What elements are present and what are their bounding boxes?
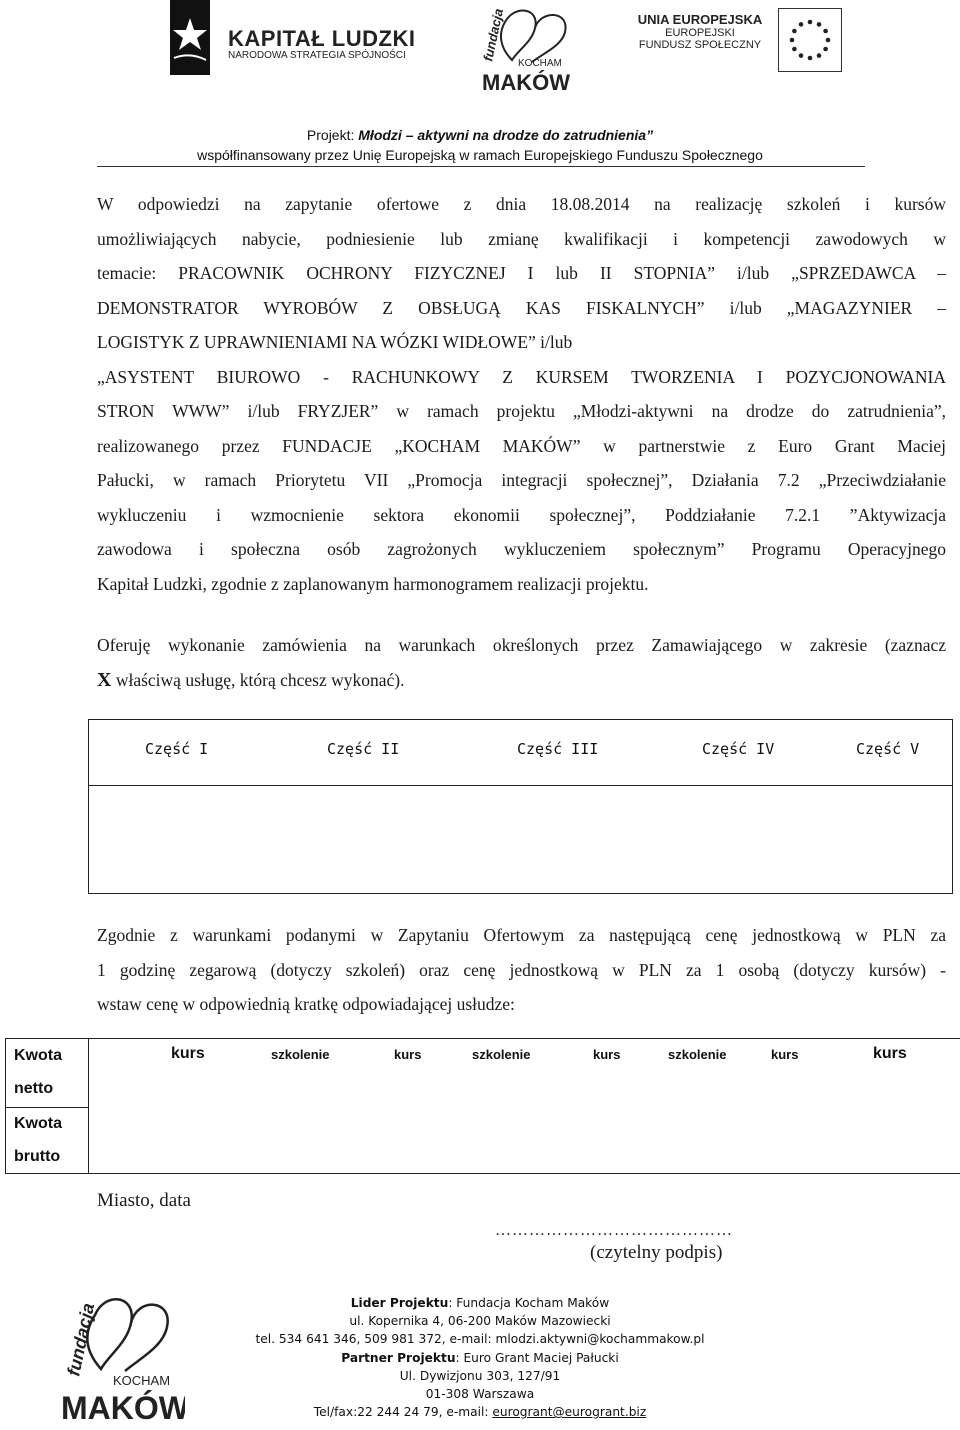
project-name: Młodzi – aktywni na drodze do zatrudnienia” [358,127,654,143]
partner-line: Partner Projektu: Euro Grant Maciej Pałucki [341,1350,619,1365]
price-col-kurs: kurs [873,1045,907,1062]
makow-word: MAKÓW [482,70,570,95]
lider-line: Lider Projektu: Fundacja Kocham Maków [350,1296,610,1310]
header-divider [97,166,865,167]
intro-line: „ASYSTENT BIUROWO - RACHUNKOWY Z KURSEM TWORZENIA I POZYCJONOWANIA [97,366,946,387]
offer-paragraph [97,628,946,697]
offer-line [97,663,946,698]
price-line: Zgodnie z warunkami podanymi w Zapytaniu Ofertowym za następującą cenę jednostkową w PLN za [97,925,946,945]
part-header: Część II [327,740,400,758]
row-label-brutto: Kwota brutto [14,1115,62,1165]
price-line: wstaw cenę w odpowiednią kratkę odpowiadającej usłudze: [97,994,515,1014]
footer-contact [230,1294,730,1421]
offer-x-mark: X [97,668,112,691]
brutto-price-input-area[interactable] [89,1108,959,1172]
partner-city: 01-308 Warszawa [425,1387,535,1402]
price-paragraph [97,918,946,1022]
netto-price-input-area[interactable] [89,1069,959,1105]
fundacja-word: fundacja [480,7,507,63]
price-col-kurs: kurs [394,1047,422,1062]
parts-table [88,719,953,894]
lider-address: ul. Kopernika 4, 06-200 Maków Mazowiecki [349,1314,611,1329]
price-col-kurs: kurs [593,1047,621,1062]
row-label-netto: Kwota netto [14,1047,62,1097]
kocham-word: KOCHAM [113,1373,171,1388]
ue-line-2: EUROPEJSKI [665,27,735,39]
cofinanced-note: współfinansowany przez Unię Europejską w ramach Europejskiego Funduszu Społecznego [197,147,763,163]
kocham-word: KOCHAM [518,58,562,69]
intro-line: STRON WWW” i/lub FRYZJER” w ramach projektu „Młodzi-aktywni na drodze do zatrudnienia”, [97,401,946,421]
intro-line: wykluczeniu i wzmocnienie sektora ekonomii społecznej”, Poddziałanie 7.2.1 ”Aktywizacja [97,504,946,525]
signature-line: …………………………………… [495,1222,733,1239]
project-label: Projekt: [306,127,359,143]
kapital-ludzki-subtitle: NARODOWA STRATEGIA SPÓJNOŚCI [228,50,406,61]
project-title [0,127,960,143]
intro-paragraph [97,187,946,601]
part-header: Część V [856,740,920,758]
partner-address: Ul. Dywizjonu 303, 127/91 [399,1368,561,1383]
signature-label: (czytelny podpis) [590,1242,723,1263]
intro-line: W odpowiedzi na zapytanie ofertowe z dnia 18.08.2014 na realizację szkoleń i kursów [97,194,946,214]
place-date-label: Miasto, data [97,1190,191,1211]
partner-email-link[interactable]: eurogrant@eurogrant.biz [492,1405,647,1420]
intro-line: umożliwiających nabycie, podniesienie lub zmianę kwalifikacji i kompetencji zawodowych w [97,228,946,249]
offer-line-rest: właściwą usługę, którą chcesz wykonać). [111,669,405,690]
kapital-ludzki-logo [170,0,416,75]
ue-line-3: FUNDUSZ SPOŁECZNY [638,39,762,51]
makow-word: MAKÓW [61,1390,185,1425]
intro-line: zawodowa i społeczna osób zagrożonych wykluczeniem społecznym” Programu Operacyjnego [97,539,946,559]
fundacja-word: fundacja [63,1301,99,1378]
part-header: Część IV [702,740,775,758]
fundacja-kocham-makow-logo [470,0,600,95]
partner-contact: Tel/fax:22 244 24 79, e-mail: eurogrant@eurogrant.biz [313,1405,647,1420]
price-col-szkolenie: szkolenie [472,1047,531,1062]
part-header: Część I [145,740,209,758]
offer-line: Oferuję wykonanie zamówienia na warunkach określonych przez Zamawiającego w zakresie (zaznacz [97,635,946,655]
price-line: 1 godzinę zegarową (dotyczy szkoleń) oraz cenę jednostkową w PLN za 1 osobą (dotyczy kursów) - [97,959,946,980]
price-table [5,1038,960,1174]
intro-line: Kapitał Ludzki, zgodnie z zaplanowanym harmonogramem realizacji projektu. [97,573,649,594]
price-col-kurs: kurs [771,1047,799,1062]
intro-line: temacie: PRACOWNIK OCHRONY FIZYCZNEJ I lub II STOPNIA” i/lub „SPRZEDAWCA – [97,263,946,283]
intro-line: realizowanego przez FUNDACJE „KOCHAM MAKÓW” w partnerstwie z Euro Grant Maciej [97,435,946,456]
price-col-szkolenie: szkolenie [668,1047,727,1062]
price-col-kurs: kurs [171,1045,205,1062]
eu-flag-icon [778,8,842,72]
lider-contact: tel. 534 641 346, 509 981 372, e-mail: mlodzi.aktywni@kochammakow.pl [255,1332,705,1347]
kapital-ludzki-star-icon [170,0,210,75]
price-col-szkolenie: szkolenie [271,1047,330,1062]
intro-line: Pałucki, w ramach Priorytetu VII „Promocja integracji społecznej”, Działania 7.2 „Przeciwdziałanie [97,470,946,490]
intro-line: DEMONSTRATOR WYROBÓW Z OBSŁUGĄ KAS FISKALNYCH” i/lub „MAGAZYNIER – [97,297,946,318]
intro-line: LOGISTYK Z UPRAWNIENIAMI NA WÓZKI WIDŁOWE” i/lub [97,332,573,352]
part-header: Część III [517,740,599,758]
parts-selection-cell[interactable] [89,786,952,894]
unia-europejska-logo [630,8,845,68]
kapital-ludzki-title: KAPITAŁ LUDZKI [228,26,416,51]
fundacja-kocham-makow-footer-logo [55,1285,185,1425]
ue-line-1: UNIA EUROPEJSKA [637,12,763,27]
